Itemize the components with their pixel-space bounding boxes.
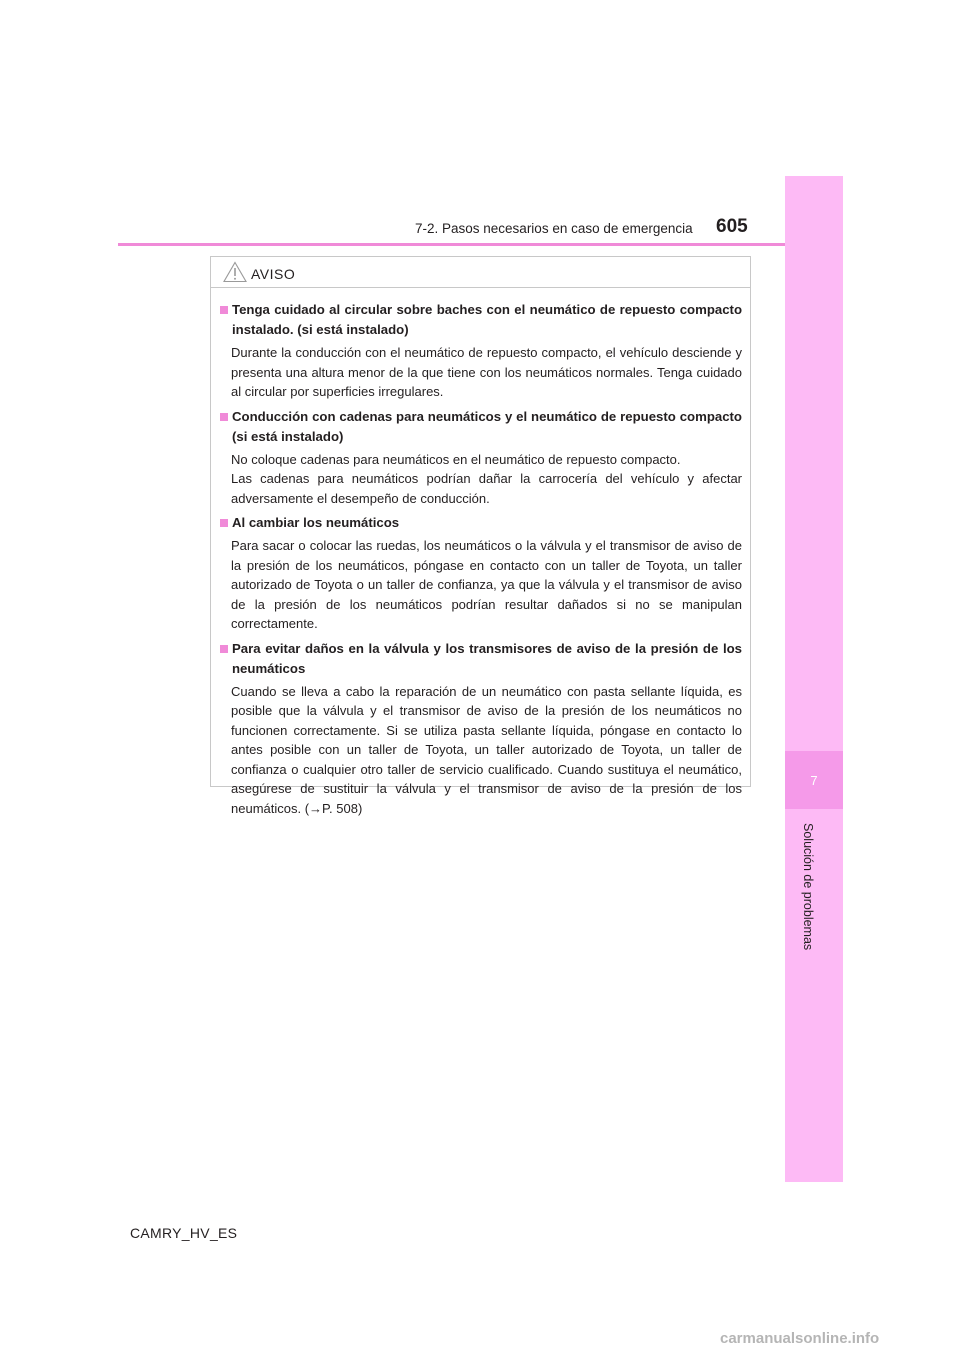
header-divider [118,243,843,246]
warning-triangle-icon [223,261,247,283]
warning-divider [211,287,750,288]
square-bullet-icon [220,413,228,421]
chapter-number-tab[interactable] [785,751,843,809]
chapter-label: Solución de problemas [801,823,815,951]
chapter-side-tab [785,176,843,1182]
warning-item [219,513,742,634]
square-bullet-icon [220,519,228,527]
warning-item-paragraph: Durante la conducción con el neumático de repuesto compacto, el vehículo desciende y presenta una altura menor de la que tiene con los neumáticos normales. Tenga cuidado al circular por superficies irregulares. [231,345,742,399]
watermark-text[interactable]: carmanualsonline.info [720,1330,880,1347]
warning-item-paragraph: No coloque cadenas para neumáticos en el neumático de repuesto compacto. [231,451,681,467]
warning-item-heading: Al cambiar los neumáticos [232,515,400,530]
warning-item [219,639,742,819]
chapter-label-container [797,817,819,957]
warning-item-heading: Conducción con cadenas para neumáticos y el neumático de repuesto compacto (si está instalado) [232,408,742,444]
warning-item-paragraph: Las cadenas para neumáticos podrían dañar la carrocería del vehículo y afectar adversamente el desempeño de conducción. [231,471,742,506]
page-number: 605 [716,216,748,237]
warning-body [219,300,742,823]
warning-title: AVISO [251,266,296,282]
square-bullet-icon [220,306,228,314]
warning-box [210,256,751,816]
footer-model-code: CAMRY_HV_ES [130,1225,238,1241]
warning-item-paragraph: Para sacar o colocar las ruedas, los neumáticos o la válvula y el transmisor de aviso de la presión de los neumáticos, póngase en contacto con un taller de Toyota, un taller autorizado de Toyota o un taller de confianza, ya que la válvula y el transmisor de aviso de la presión de los neumáticos podrían resultar dañados si no se manipulan correctamente. [231,538,742,631]
warning-header [223,259,295,285]
warning-item [219,407,742,509]
square-bullet-icon [220,645,228,653]
warning-item-heading: Tenga cuidado al circular sobre baches con el neumático de repuesto compacto instalado. (si está instalado) [232,302,742,337]
chapter-number: 7 [810,772,818,788]
warning-item [219,300,742,402]
header-section-title: 7-2. Pasos necesarios en caso de emergencia [415,221,693,236]
warning-item-heading: Para evitar daños en la válvula y los transmisores de aviso de la presión de los neumáticos [232,640,742,676]
warning-item-paragraph: Cuando se lleva a cabo la reparación de un neumático con pasta sellante líquida, es posible que la válvula y el transmisor de aviso de la presión de los neumáticos no funcionen correctamente. Si se utiliza pasta sellante líquida, póngase en contacto lo antes posible con un taller de Toyota, un taller autorizado de Toyota, un taller de confianza o cualquier otro taller de servicio cualificado. Cuando sustituya el neumático, asegúrese de sustituir la válvula y el transmisor de aviso de la presión de los neumáticos. (→P. 508) [231,683,742,816]
